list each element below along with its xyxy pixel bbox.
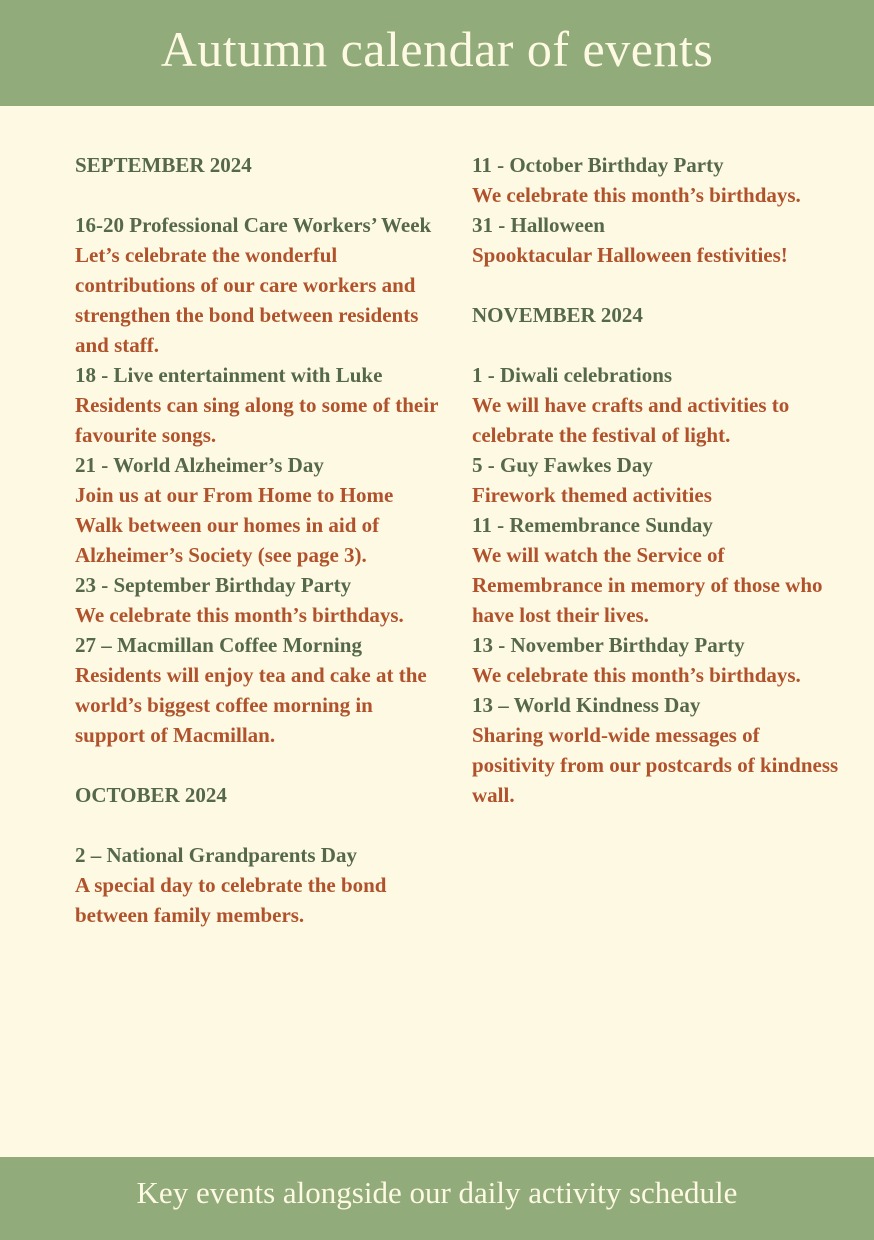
october-continued-events	[472, 150, 842, 270]
september-section	[75, 150, 445, 750]
header-banner	[0, 0, 874, 106]
left-column	[75, 150, 445, 930]
footer-text: Key events alongside our daily activity schedule	[136, 1174, 738, 1210]
event-title: 5 - Guy Fawkes Day	[472, 453, 653, 477]
event-description: We will watch the Service of Remembrance in memory of those who have lost their lives.	[472, 543, 823, 627]
month-heading-september: SEPTEMBER 2024	[75, 153, 252, 177]
event-title: 27 – Macmillan Coffee Morning	[75, 633, 362, 657]
november-section	[472, 300, 842, 810]
right-column	[472, 150, 842, 810]
page-title: Autumn calendar of events	[160, 21, 714, 77]
event-description: Let’s celebrate the wonderful contributions of our care workers and strengthen the bond between residents and staff.	[75, 243, 419, 357]
september-events	[75, 210, 445, 750]
event-description: Residents will enjoy tea and cake at the world’s biggest coffee morning in support of Macmillan.	[75, 663, 427, 747]
event-title: 16-20 Professional Care Workers’ Week	[75, 213, 432, 237]
event-description: Residents can sing along to some of their favourite songs.	[75, 393, 439, 447]
event-description: Join us at our From Home to Home Walk between our homes in aid of Alzheimer’s Society (see page 3).	[75, 483, 394, 567]
october-section	[75, 780, 445, 930]
event-description: We celebrate this month’s birthdays.	[75, 603, 404, 627]
october-events	[75, 840, 445, 930]
event-title: 11 - Remembrance Sunday	[472, 513, 713, 537]
event-title: 2 – National Grandparents Day	[75, 843, 357, 867]
october-continued-section	[472, 150, 842, 270]
event-description: Spooktacular Halloween festivities!	[472, 243, 788, 267]
event-title: 1 - Diwali celebrations	[472, 363, 673, 387]
event-description: We celebrate this month’s birthdays.	[472, 663, 801, 687]
event-description: A special day to celebrate the bond between family members.	[75, 873, 387, 927]
event-description: We celebrate this month’s birthdays.	[472, 183, 801, 207]
event-title: 13 - November Birthday Party	[472, 633, 745, 657]
footer-banner	[0, 1157, 874, 1240]
month-heading-october: OCTOBER 2024	[75, 783, 227, 807]
november-events	[472, 360, 842, 810]
event-title: 11 - October Birthday Party	[472, 153, 724, 177]
event-description: Sharing world-wide messages of positivity from our postcards of kindness wall.	[472, 723, 839, 807]
month-heading-november: NOVEMBER 2024	[472, 303, 643, 327]
event-title: 18 - Live entertainment with Luke	[75, 363, 383, 387]
event-title: 23 - September Birthday Party	[75, 573, 352, 597]
event-title: 13 – World Kindness Day	[472, 693, 701, 717]
event-description: We will have crafts and activities to celebrate the festival of light.	[472, 393, 790, 447]
event-title: 21 - World Alzheimer’s Day	[75, 453, 324, 477]
event-description: Firework themed activities	[472, 483, 712, 507]
event-title: 31 - Halloween	[472, 213, 605, 237]
